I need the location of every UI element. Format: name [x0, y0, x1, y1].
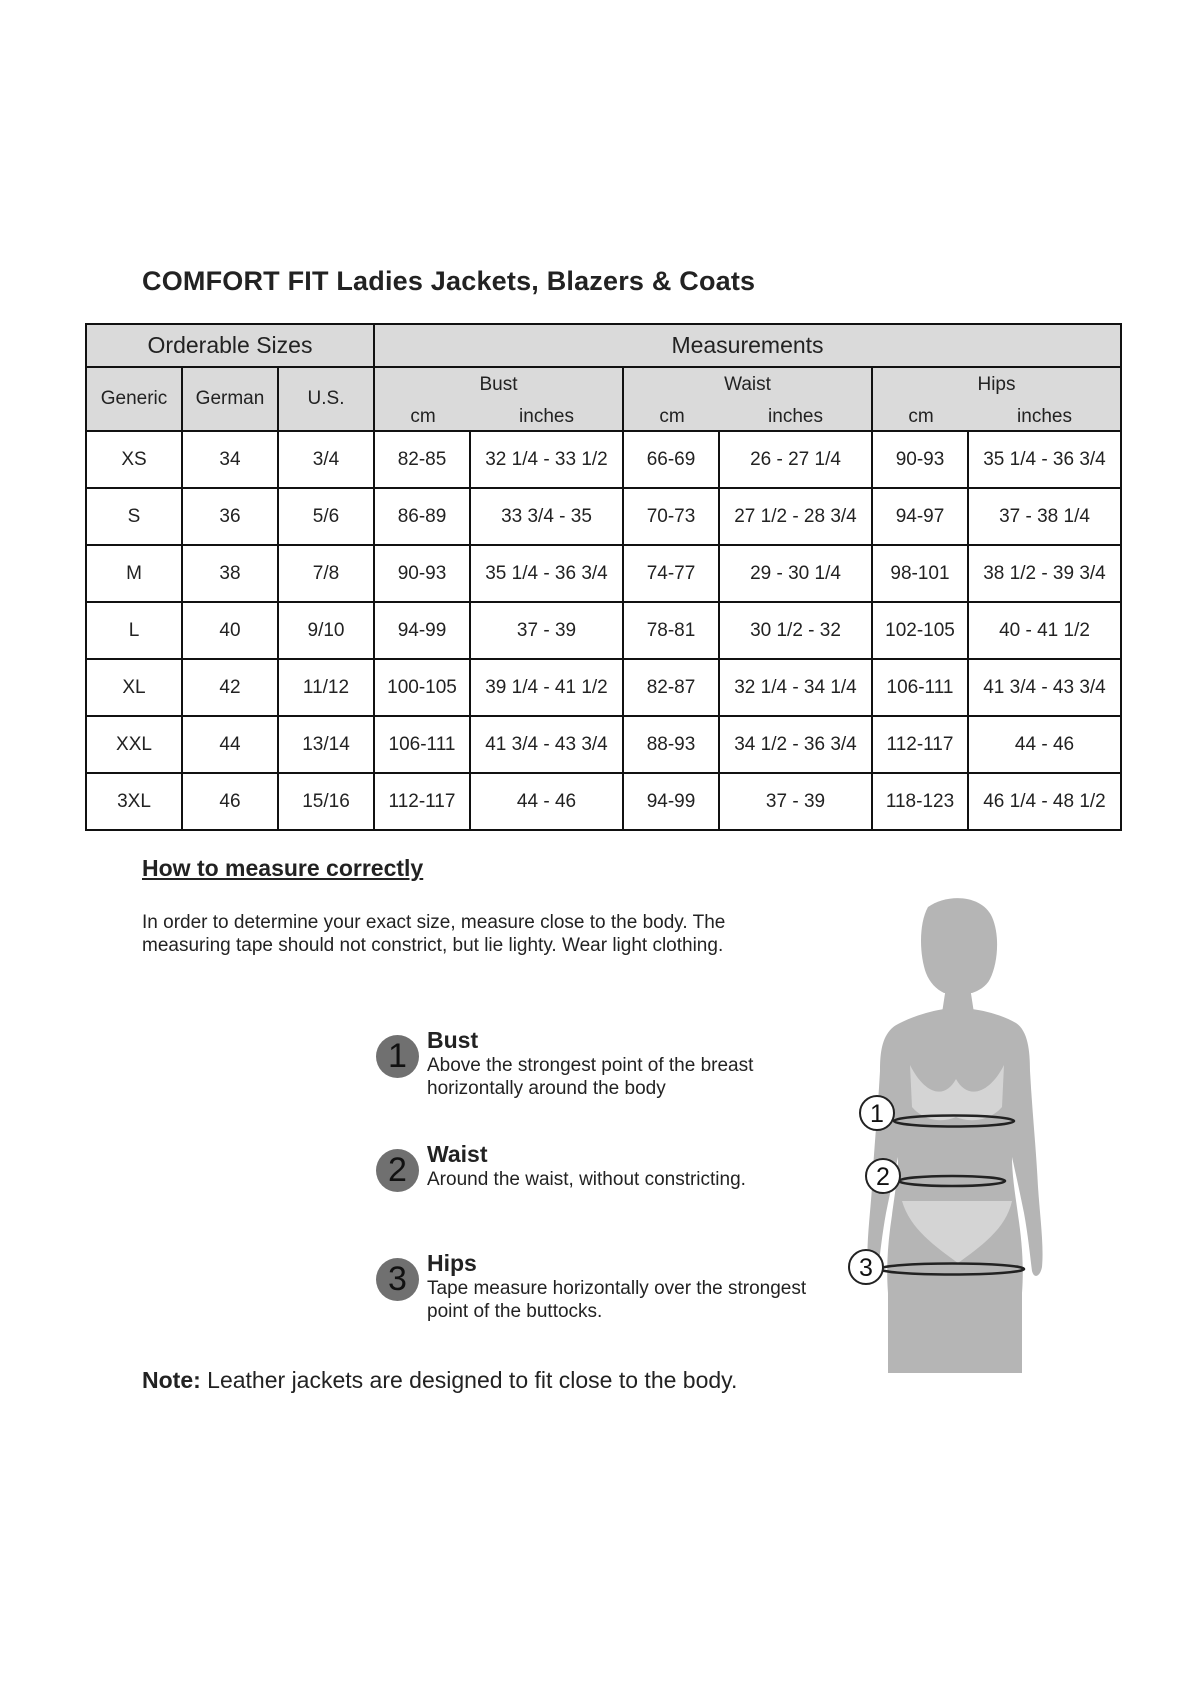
cell-hips-inches: 35 1/4 - 36 3/4 — [968, 431, 1121, 488]
cell-waist-cm: 66-69 — [623, 431, 719, 488]
cell-generic: 3XL — [86, 773, 182, 830]
cell-us: 15/16 — [278, 773, 374, 830]
cell-generic: S — [86, 488, 182, 545]
cell-us: 11/12 — [278, 659, 374, 716]
cell-bust-cm: 100-105 — [374, 659, 470, 716]
howto-intro: In order to determine your exact size, measure close to the body. The measuring tape should not constrict, but lie lighty. Wear light clothing. — [142, 912, 726, 956]
cell-waist-inches: 34 1/2 - 36 3/4 — [719, 716, 872, 773]
table-row — [86, 773, 1121, 830]
cell-bust-inches: 32 1/4 - 33 1/2 — [470, 431, 623, 488]
cell-waist-inches: 29 - 30 1/4 — [719, 545, 872, 602]
table-row — [86, 545, 1121, 602]
body-silhouette-icon — [867, 898, 1042, 1373]
cell-german: 42 — [182, 659, 278, 716]
cell-bust-inches: 33 3/4 - 35 — [470, 488, 623, 545]
generic-header: Generic — [86, 367, 182, 431]
size-chart-table — [85, 323, 1122, 831]
cell-hips-cm: 90-93 — [872, 431, 968, 488]
cell-us: 7/8 — [278, 545, 374, 602]
cell-generic: L — [86, 602, 182, 659]
cell-generic: XS — [86, 431, 182, 488]
waist-inches-label: inches — [768, 406, 823, 427]
cell-bust-inches: 37 - 39 — [470, 602, 623, 659]
marker-2-label: 2 — [876, 1163, 890, 1191]
cell-hips-cm: 98-101 — [872, 545, 968, 602]
step-name: Waist — [427, 1141, 488, 1167]
cell-hips-cm: 112-117 — [872, 716, 968, 773]
german-header: German — [182, 367, 278, 431]
note-text: Leather jackets are designed to fit close to the body. — [200, 1367, 738, 1393]
bust-label: Bust — [479, 374, 518, 395]
step-description: Above the strongest point of the breast horizontally around the body — [427, 1055, 754, 1099]
waist-label: Waist — [724, 374, 771, 395]
cell-bust-cm: 94-99 — [374, 602, 470, 659]
cell-german: 36 — [182, 488, 278, 545]
table-row — [86, 659, 1121, 716]
cell-us: 9/10 — [278, 602, 374, 659]
cell-german: 40 — [182, 602, 278, 659]
bust-header — [374, 367, 623, 431]
cell-german: 38 — [182, 545, 278, 602]
cell-bust-cm: 86-89 — [374, 488, 470, 545]
cell-german: 46 — [182, 773, 278, 830]
waist-header — [623, 367, 872, 431]
cell-hips-cm: 102-105 — [872, 602, 968, 659]
marker-2 — [866, 1159, 900, 1193]
hips-inches-label: inches — [1017, 406, 1072, 427]
cell-hips-inches: 44 - 46 — [968, 716, 1121, 773]
note-label: Note: — [142, 1367, 201, 1393]
cell-german: 44 — [182, 716, 278, 773]
cell-waist-inches: 30 1/2 - 32 — [719, 602, 872, 659]
cell-bust-inches: 41 3/4 - 43 3/4 — [470, 716, 623, 773]
page-title: COMFORT FIT Ladies Jackets, Blazers & Coats — [142, 266, 756, 296]
step-number-badge: 1 — [376, 1035, 419, 1078]
cell-german: 34 — [182, 431, 278, 488]
us-header: U.S. — [278, 367, 374, 431]
cell-waist-cm: 70-73 — [623, 488, 719, 545]
cell-generic: XXL — [86, 716, 182, 773]
cell-waist-cm: 94-99 — [623, 773, 719, 830]
cell-hips-inches: 37 - 38 1/4 — [968, 488, 1121, 545]
hips-label: Hips — [977, 374, 1016, 395]
cell-waist-cm: 88-93 — [623, 716, 719, 773]
step-description: Tape measure horizontally over the strongest point of the buttocks. — [427, 1278, 807, 1322]
marker-3-label: 3 — [859, 1254, 873, 1282]
cell-waist-inches: 32 1/4 - 34 1/4 — [719, 659, 872, 716]
cell-waist-inches: 37 - 39 — [719, 773, 872, 830]
step-number-badge: 2 — [376, 1149, 419, 1192]
cell-bust-inches: 39 1/4 - 41 1/2 — [470, 659, 623, 716]
cell-us: 5/6 — [278, 488, 374, 545]
cell-waist-cm: 74-77 — [623, 545, 719, 602]
cell-waist-cm: 78-81 — [623, 602, 719, 659]
cell-hips-inches: 41 3/4 - 43 3/4 — [968, 659, 1121, 716]
cell-hips-inches: 40 - 41 1/2 — [968, 602, 1121, 659]
howto-heading: How to measure correctly — [142, 855, 424, 881]
cell-us: 3/4 — [278, 431, 374, 488]
step-name: Bust — [427, 1027, 479, 1053]
cell-us: 13/14 — [278, 716, 374, 773]
hips-header — [872, 367, 1121, 431]
table-row — [86, 716, 1121, 773]
table-row — [86, 488, 1121, 545]
cell-waist-cm: 82-87 — [623, 659, 719, 716]
bust-cm-label: cm — [410, 406, 436, 427]
cell-bust-inches: 44 - 46 — [470, 773, 623, 830]
table-row — [86, 602, 1121, 659]
cell-hips-cm: 106-111 — [872, 659, 968, 716]
cell-hips-cm: 118-123 — [872, 773, 968, 830]
cell-waist-inches: 27 1/2 - 28 3/4 — [719, 488, 872, 545]
step-name: Hips — [427, 1250, 477, 1276]
note — [142, 1367, 737, 1394]
cell-generic: M — [86, 545, 182, 602]
cell-hips-inches: 46 1/4 - 48 1/2 — [968, 773, 1121, 830]
cell-hips-inches: 38 1/2 - 39 3/4 — [968, 545, 1121, 602]
marker-3 — [849, 1250, 883, 1284]
cell-hips-cm: 94-97 — [872, 488, 968, 545]
cell-bust-cm: 90-93 — [374, 545, 470, 602]
marker-1-label: 1 — [870, 1100, 884, 1128]
cell-waist-inches: 26 - 27 1/4 — [719, 431, 872, 488]
cell-bust-cm: 106-111 — [374, 716, 470, 773]
hips-cm-label: cm — [908, 406, 934, 427]
body-silhouette-figure — [840, 895, 1070, 1385]
measurements-header: Measurements — [374, 324, 1121, 367]
cell-bust-cm: 112-117 — [374, 773, 470, 830]
table-row — [86, 431, 1121, 488]
waist-cm-label: cm — [659, 406, 685, 427]
bust-inches-label: inches — [519, 406, 574, 427]
cell-bust-cm: 82-85 — [374, 431, 470, 488]
step-number-badge: 3 — [376, 1258, 419, 1301]
cell-generic: XL — [86, 659, 182, 716]
orderable-sizes-header: Orderable Sizes — [86, 324, 374, 367]
step-description: Around the waist, without constricting. — [427, 1169, 746, 1190]
marker-1 — [860, 1096, 894, 1130]
cell-bust-inches: 35 1/4 - 36 3/4 — [470, 545, 623, 602]
